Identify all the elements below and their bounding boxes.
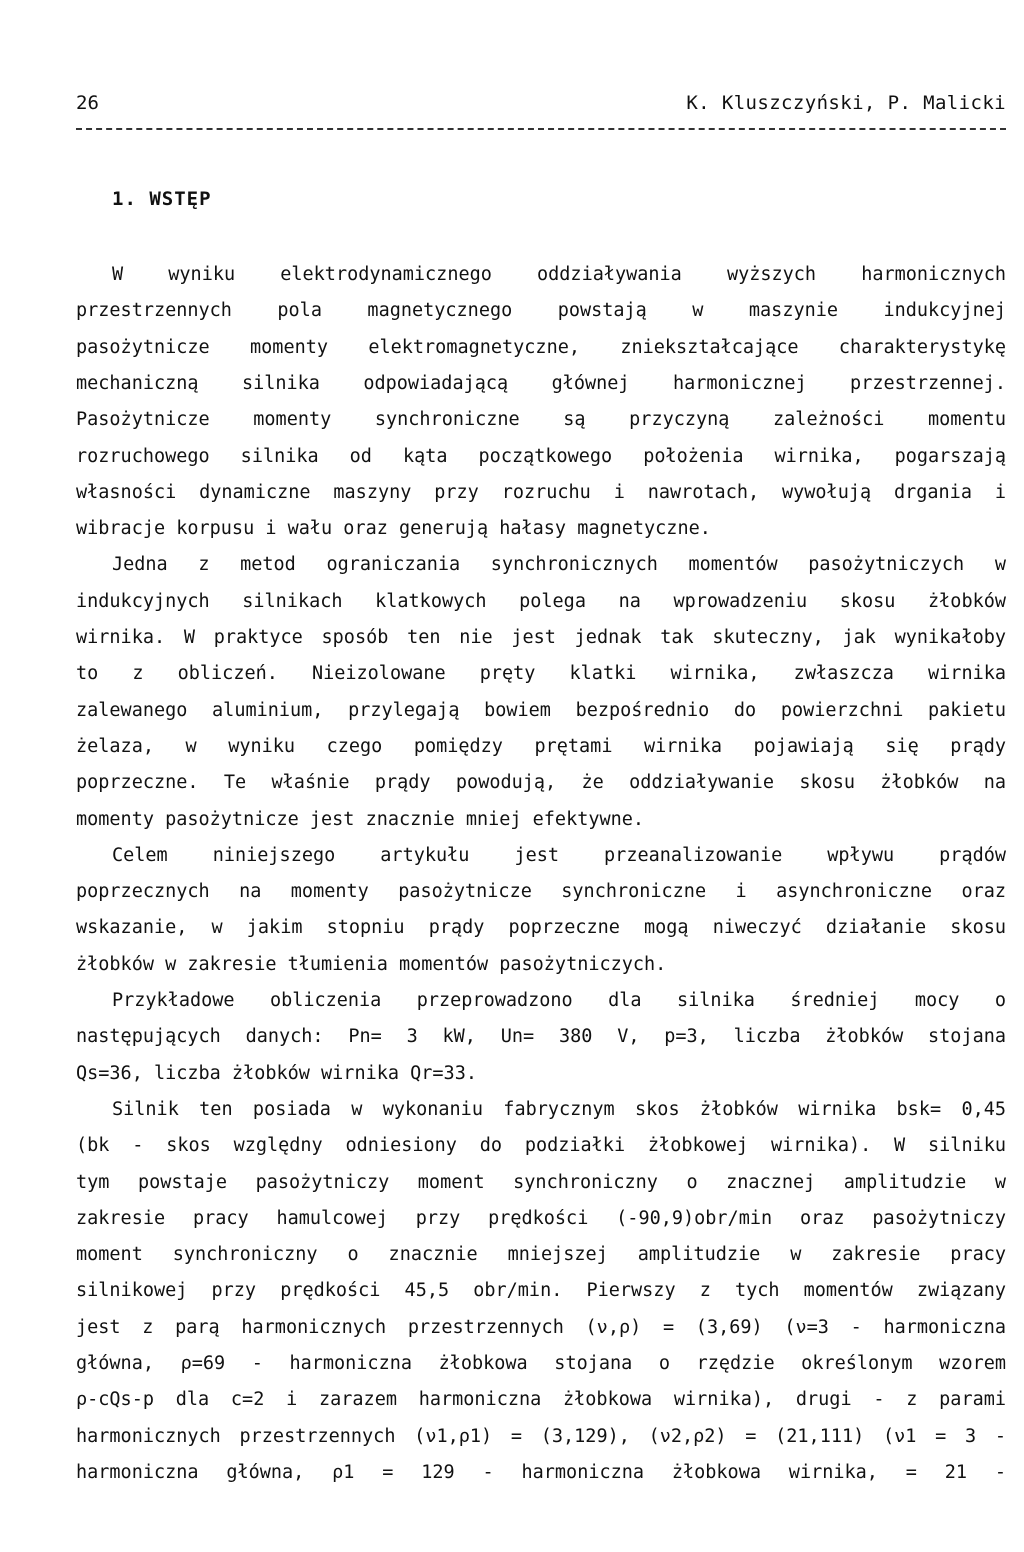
text-line: wskazanie, w jakim stopniu prądy poprzeczne mogą niweczyć działanie skosu (76, 917, 1006, 939)
text-line: harmoniczna główna, ρ1 = 129 - harmoniczna żłobkowa wirnika, = 21 - (76, 1461, 1006, 1483)
text-line: przestrzennych pola magnetycznego powstają w maszynie indukcyjnej (76, 300, 1006, 322)
text-line: wibracje korpusu i wału oraz generują hałasy magnetyczne. (76, 518, 711, 540)
text-line: tym powstaje pasożytniczy moment synchroniczny o znacznej amplitudzie w (76, 1171, 1006, 1193)
text-line: Przykładowe obliczenia przeprowadzono dla silnika średniej mocy o (112, 990, 1006, 1011)
text-line: (bk - skos względny odniesiony do podziałki żłobkowej wirnika). W silniku (76, 1135, 1006, 1157)
text-line: silnikowej przy prędkości 45,5 obr/min. Pierwszy z tych momentów związany (76, 1280, 1006, 1302)
text-line: wirnika. W praktyce sposób ten nie jest jednak tak skuteczny, jak wynikałoby (76, 627, 1006, 648)
running-head-authors: K. Kluszczyński, P. Malicki (686, 92, 1006, 114)
text-line: żłobków w zakresie tłumienia momentów pasożytniczych. (76, 953, 667, 975)
text-line: Jedna z metod ograniczania synchronicznych momentów pasożytniczych w (112, 554, 1006, 576)
text-line: Qs=36, liczba żłobków wirnika Qr=33. (76, 1062, 477, 1084)
text-line: własności dynamiczne maszyny przy rozruchu i nawrotach, wywołują drgania i (76, 481, 1006, 503)
text-line: następujących danych: Pn= 3 kW, Un= 380 V, p=3, liczba żłobków stojana (76, 1026, 1006, 1048)
header-rule (76, 128, 1006, 130)
text-line: poprzecznych na momenty pasożytnicze synchroniczne i asynchroniczne oraz (76, 881, 1006, 903)
text-line: główna, ρ=69 - harmoniczna żłobkowa stojana o rzędzie określonym wzorem (76, 1353, 1006, 1374)
text-line: jest z parą harmonicznych przestrzennych (ν,ρ) = (3,69) (ν=3 - harmoniczna (76, 1316, 1006, 1338)
section-title: 1. WSTĘP (112, 188, 212, 210)
text-line: Celem niniejszego artykułu jest przeanalizowanie wpływu prądów (112, 844, 1006, 866)
text-line: rozruchowego silnika od kąta początkowego położenia wirnika, pogarszają (76, 445, 1006, 467)
text-line: poprzeczne. Te właśnie prądy powodują, że oddziaływanie skosu żłobków na (76, 772, 1006, 794)
text-line: to z obliczeń. Nieizolowane pręty klatki wirnika, zwłaszcza wirnika (76, 663, 1006, 685)
text-line: zakresie pracy hamulcowej przy prędkości (-90,9)obr/min oraz pasożytniczy (76, 1207, 1006, 1229)
text-line: indukcyjnych silnikach klatkowych polega na wprowadzeniu skosu żłobków (76, 590, 1006, 612)
page-header (76, 92, 1006, 122)
text-line: ρ-cQs-p dla c=2 i zarazem harmoniczna żłobkowa wirnika), drugi - z parami (76, 1389, 1006, 1411)
text-line: zalewanego aluminium, przylegają bowiem bezpośrednio do powierzchni pakietu (76, 699, 1006, 721)
text-line: żelaza, w wyniku czego pomiędzy prętami wirnika pojawiają się prądy (76, 735, 1006, 757)
text-line: moment synchroniczny o znacznie mniejszej amplitudzie w zakresie pracy (76, 1244, 1006, 1266)
text-line: pasożytnicze momenty elektromagnetyczne, zniekształcające charakterystykę (76, 336, 1006, 358)
text-line: harmonicznych przestrzennych (ν1,ρ1) = (3,129), (ν2,ρ2) = (21,111) (ν1 = 3 - (76, 1425, 1006, 1447)
text-line: Silnik ten posiada w wykonaniu fabrycznym skos żłobków wirnika bsk= 0,45 (112, 1098, 1006, 1120)
page-number: 26 (76, 92, 99, 114)
text-line: W wyniku elektrodynamicznego oddziaływania wyższych harmonicznych (112, 264, 1006, 285)
text-line: mechaniczną silnika odpowiadającą głównej harmonicznej przestrzennej. (76, 372, 1006, 394)
text-line: Pasożytnicze momenty synchroniczne są przyczyną zależności momentu (76, 409, 1006, 431)
text-line: momenty pasożytnicze jest znacznie mniej efektywne. (76, 808, 645, 830)
